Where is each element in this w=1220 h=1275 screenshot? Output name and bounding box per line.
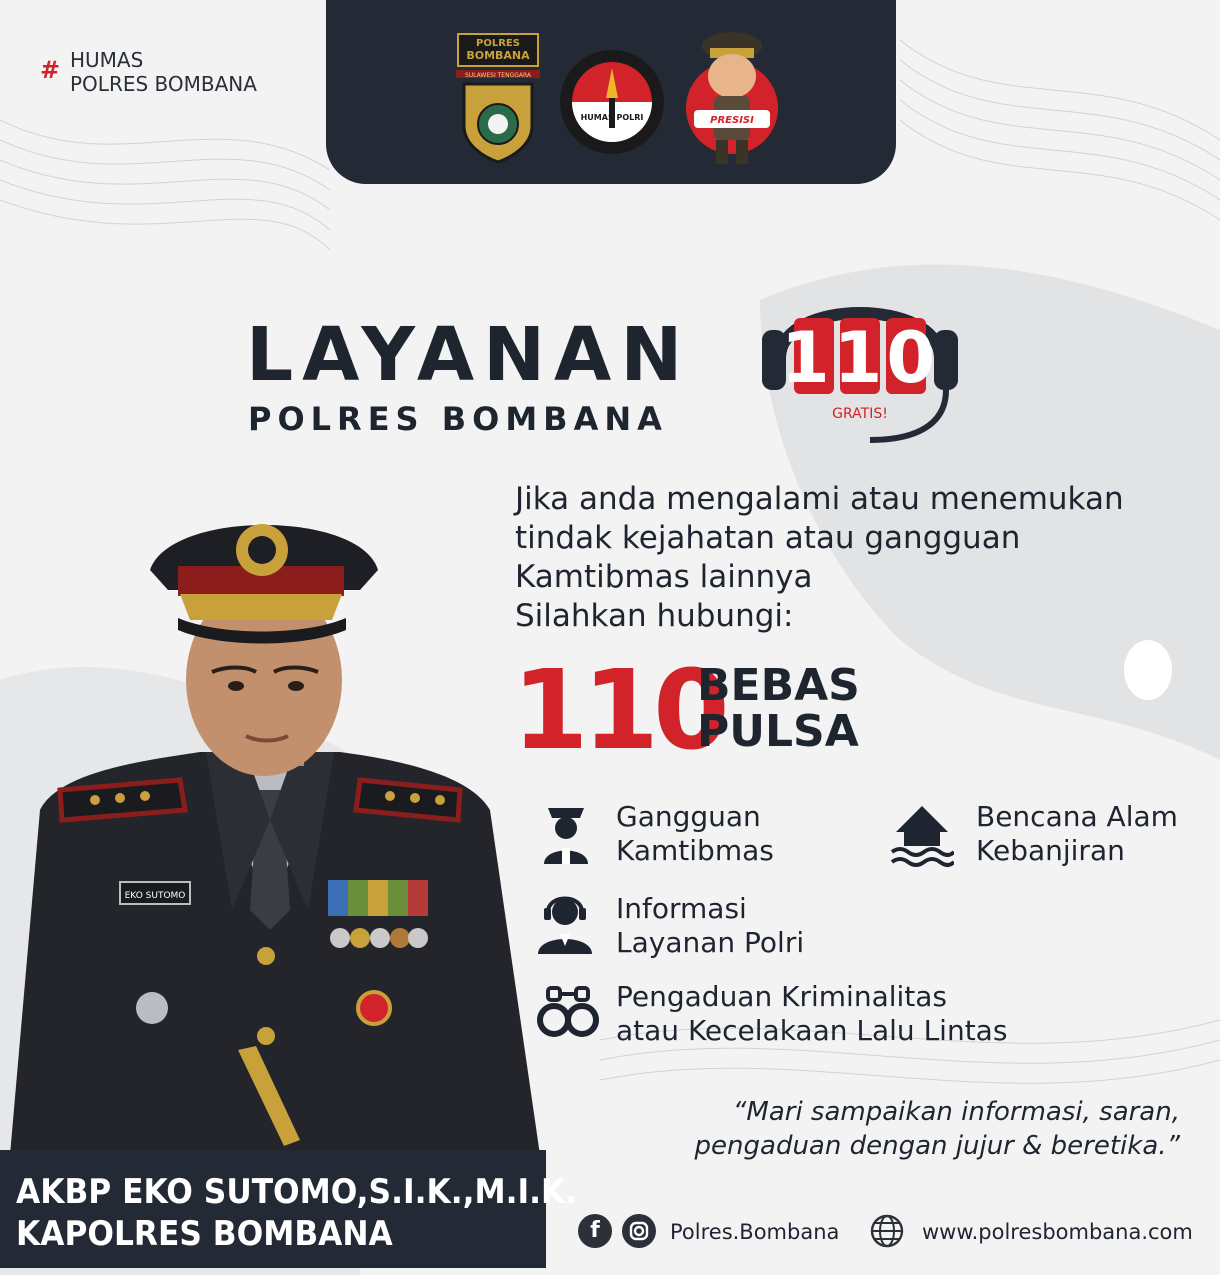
headset-number: 110 [780, 317, 940, 399]
svg-text:PRESISI: PRESISI [710, 115, 754, 126]
headset-110-icon [760, 268, 960, 448]
globe-icon [868, 1212, 906, 1250]
bebas-line-2: PULSA [697, 706, 859, 757]
layanan-title: LAYANAN [246, 312, 692, 398]
hashtag-line-1: HUMAS [70, 48, 144, 72]
instagram-glyph [622, 1214, 656, 1248]
svg-text:HUMAS POLRI: HUMAS POLRI [580, 113, 644, 122]
website-link[interactable]: www.polresbombana.com [922, 1220, 1193, 1244]
intro-line: Silahkan hubungi: [515, 598, 794, 634]
social-handle[interactable]: Polres.Bombana [670, 1220, 840, 1244]
police-mascot-icon [680, 24, 780, 170]
intro-line: Kamtibmas lainnya [515, 559, 813, 595]
officer-position: KAPOLRES BOMBANA [16, 1214, 393, 1254]
officer-portrait [0, 490, 560, 1155]
service-line-2: Kebanjiran [976, 834, 1125, 867]
service-line-2: Kamtibmas [616, 834, 774, 867]
service-line-1: Gangguan [616, 800, 761, 833]
layanan-subtitle: POLRES BOMBANA [248, 400, 668, 438]
bebas-line-1: BEBAS [697, 660, 860, 711]
hotline-number: 110 [512, 646, 724, 774]
intro-line: Jika anda mengalami atau menemukan [515, 481, 1124, 517]
svg-text:POLRES: POLRES [476, 38, 520, 49]
facebook-icon: f [578, 1214, 612, 1248]
officer-name: AKBP EKO SUTOMO,S.I.K.,M.I.K. [16, 1172, 578, 1212]
name-box [0, 1150, 578, 1268]
headset-label: GRATIS! [832, 406, 888, 422]
humas-polri-emblem-icon [558, 48, 666, 156]
officer-name-tag: EKO SUTOMO [124, 891, 186, 901]
service-line-2: atau Kecelakaan Lalu Lintas [616, 1014, 1008, 1047]
polres-bombana-badge-icon [450, 26, 546, 166]
bebas-pulsa [697, 660, 860, 757]
intro-text [515, 480, 1124, 636]
service-line-2: Layanan Polri [616, 926, 805, 959]
quote-line-2: pengaduan dengan jujur & beretika.” [694, 1131, 1180, 1161]
svg-text:SULAWESI TENGGARA: SULAWESI TENGGARA [464, 72, 532, 79]
flood-house-icon [890, 798, 954, 868]
closing-quote [600, 1095, 1180, 1163]
hashtag-line-2: POLRES BOMBANA [70, 72, 257, 96]
instagram-icon [622, 1214, 656, 1248]
service-line-1: Informasi [616, 892, 747, 925]
intro-line: tindak kejahatan atau gangguan [515, 520, 1021, 556]
service-line-1: Pengaduan Kriminalitas [616, 980, 948, 1013]
service-line-1: Bencana Alam [976, 800, 1178, 833]
svg-text:BOMBANA: BOMBANA [466, 49, 530, 62]
hashtag-symbol: # [40, 56, 61, 84]
quote-line-1: “Mari sampaikan informasi, saran, [732, 1097, 1180, 1127]
